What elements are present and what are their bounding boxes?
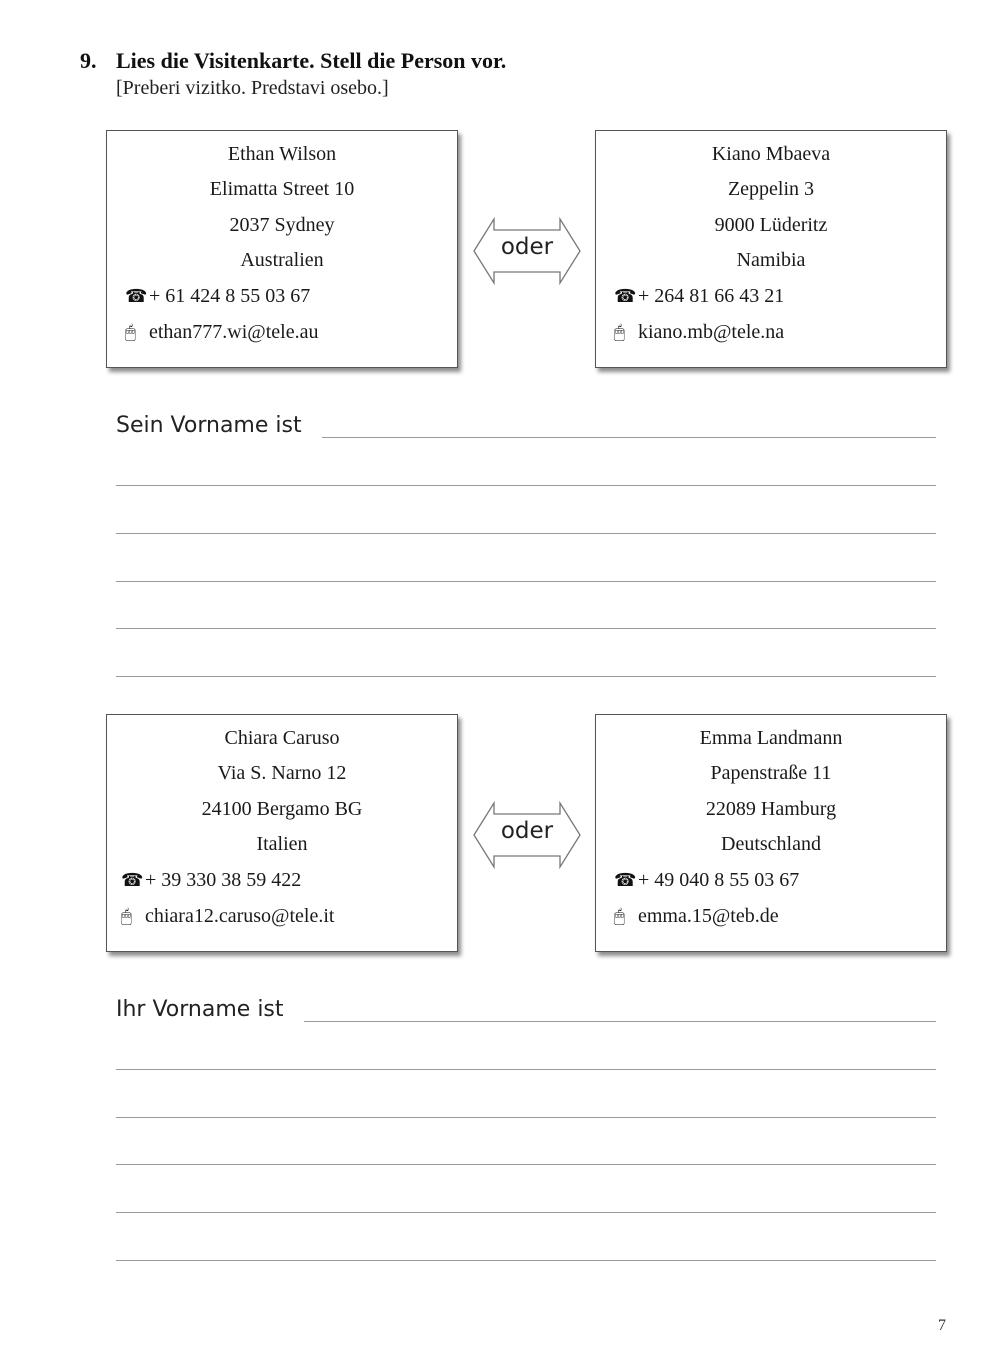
card-phone: + 264 81 66 43 21 (638, 285, 785, 307)
card-email: emma.15@teb.de (638, 905, 779, 927)
card-country: Deutschland (721, 833, 821, 855)
answer-line[interactable] (116, 1069, 936, 1070)
card-street: Via S. Narno 12 (217, 762, 347, 784)
card-phone: + 61 424 8 55 03 67 (149, 285, 311, 307)
phone-icon: ☎ (121, 870, 144, 890)
business-card-kiano-mbaeva (595, 130, 947, 368)
answer-line[interactable] (116, 533, 936, 534)
card-city: 2037 Sydney (229, 214, 335, 236)
mouse-icon: 🖱 (121, 906, 132, 926)
business-card-emma-landmann (595, 714, 947, 952)
card-country: Italien (256, 833, 308, 855)
answer-line[interactable] (116, 1212, 936, 1213)
business-card-chiara-caruso (106, 714, 458, 952)
card-country: Namibia (736, 249, 806, 271)
phone-icon: ☎ (614, 286, 637, 306)
answer-prompt-ihr: Ihr Vorname ist (116, 997, 284, 1022)
card-name: Ethan Wilson (227, 143, 337, 165)
answer-line[interactable] (116, 628, 936, 629)
card-city: 22089 Hamburg (705, 798, 837, 820)
card-country: Australien (240, 249, 324, 271)
card-email: chiara12.caruso@tele.it (145, 905, 335, 927)
mouse-icon: 🖱 (614, 906, 625, 926)
oder-label: oder (500, 234, 554, 260)
answer-line[interactable] (116, 1260, 936, 1261)
answer-line[interactable] (116, 485, 936, 486)
task-translation: [Preberi vizitko. Predstavi osebo.] (116, 77, 389, 99)
card-email: kiano.mb@tele.na (638, 321, 785, 343)
card-phone-row (121, 869, 449, 892)
answer-line[interactable] (116, 676, 936, 677)
answer-line[interactable] (116, 581, 936, 582)
card-phone: + 49 040 8 55 03 67 (638, 869, 800, 891)
task-title (80, 48, 506, 74)
card-email-row (614, 905, 938, 928)
card-city: 24100 Bergamo BG (201, 798, 363, 820)
card-email: ethan777.wi@tele.au (149, 321, 319, 343)
answer-line[interactable] (304, 1021, 936, 1022)
card-street: Elimatta Street 10 (209, 178, 355, 200)
oder-label: oder (500, 818, 554, 844)
card-name: Kiano Mbaeva (711, 143, 831, 165)
card-city: 9000 Lüderitz (714, 214, 828, 236)
card-email-row (121, 905, 449, 928)
answer-prompt-sein: Sein Vorname ist (116, 413, 302, 438)
card-phone-row (614, 869, 938, 892)
task-instruction: Lies die Visitenkarte. Stell die Person vor. (116, 48, 507, 73)
mouse-icon: 🖱 (125, 322, 136, 342)
phone-icon: ☎ (125, 286, 148, 306)
card-email-row (125, 321, 449, 344)
card-email-row (614, 321, 938, 344)
card-phone: + 39 330 38 59 422 (145, 869, 302, 891)
mouse-icon: 🖱 (614, 322, 625, 342)
page-number: 7 (938, 1317, 946, 1334)
card-name: Chiara Caruso (224, 727, 340, 749)
answer-line[interactable] (116, 1117, 936, 1118)
card-phone-row (614, 285, 938, 308)
answer-line[interactable] (116, 1164, 936, 1165)
card-name: Emma Landmann (699, 727, 843, 749)
card-phone-row (125, 285, 449, 308)
task-number: 9. (80, 48, 97, 73)
card-street: Zeppelin 3 (727, 178, 815, 200)
phone-icon: ☎ (614, 870, 637, 890)
answer-line[interactable] (322, 437, 936, 438)
business-card-ethan-wilson (106, 130, 458, 368)
card-street: Papenstraße 11 (710, 762, 832, 784)
